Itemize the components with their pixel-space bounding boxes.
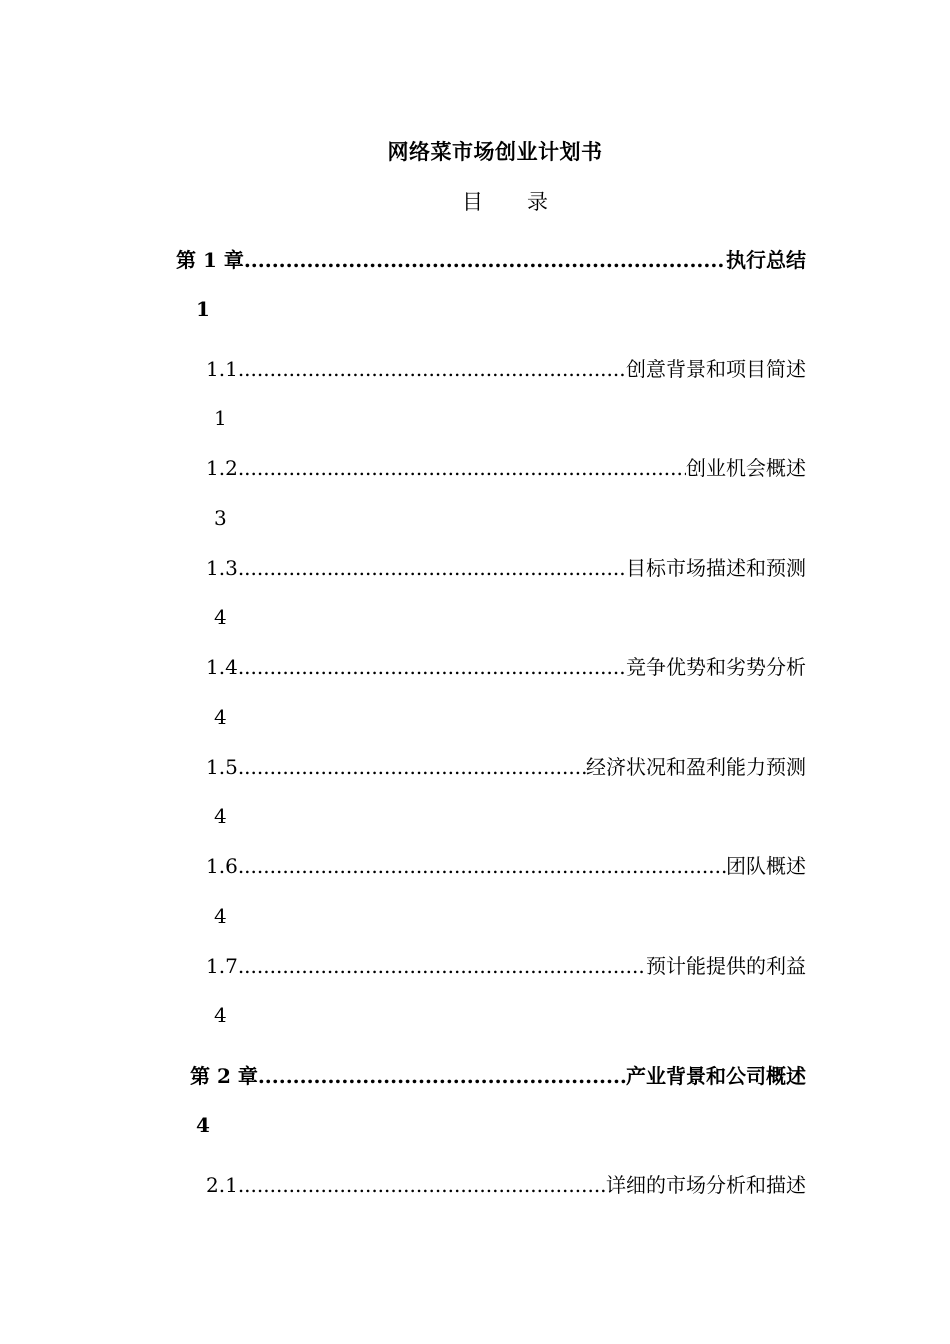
toc-entry-label: 目标市场描述和预测 [626, 556, 806, 580]
toc-entry-page: 4 [214, 804, 227, 828]
toc-entry-number: 2.1 [206, 1173, 238, 1197]
toc-entry-label: 执行总结 [726, 248, 806, 272]
toc-entry-label: 创业机会概述 [686, 456, 806, 480]
toc-entry-label: 详细的市场分析和描述 [606, 1173, 806, 1197]
toc-entry-number: 1.7 [206, 954, 238, 978]
toc-leader-dots [238, 852, 726, 880]
toc-entry-chapter-2[interactable] [190, 1062, 806, 1090]
toc-entry-1-4[interactable] [206, 653, 806, 681]
toc-entry-page: 4 [196, 1113, 210, 1137]
toc-entry-label: 竞争优势和劣势分析 [626, 655, 806, 679]
toc-leader-dots [238, 753, 586, 781]
toc-leader-dots [238, 554, 626, 582]
toc-leader-dots [238, 952, 646, 980]
document-title: 网络菜市场创业计划书 [387, 139, 603, 164]
toc-leader-dots [244, 246, 726, 274]
toc-entry-label: 创意背景和项目简述 [626, 357, 806, 381]
toc-leader-dots [238, 1171, 606, 1199]
toc-entry-number: 第 1 章 [176, 248, 244, 272]
toc-entry-number: 1.4 [206, 655, 238, 679]
toc-heading [0, 186, 950, 216]
toc-entry-page: 1 [196, 297, 210, 321]
toc-leader-dots [238, 355, 626, 383]
toc-entry-number: 第 2 章 [190, 1064, 258, 1088]
toc-leader-dots [238, 454, 686, 482]
toc-entry-page: 3 [214, 506, 227, 530]
toc-entry-number: 1.1 [206, 357, 238, 381]
toc-entry-1-5[interactable] [206, 753, 806, 781]
toc-entry-label: 团队概述 [726, 854, 806, 878]
toc-entry-1-6[interactable] [206, 852, 806, 880]
toc-entry-1-2[interactable] [206, 454, 806, 482]
toc-entry-label: 经济状况和盈利能力预测 [586, 755, 806, 779]
toc-entry-1-7[interactable] [206, 952, 806, 980]
toc-heading-left: 目 [462, 190, 483, 214]
toc-entry-1-3[interactable] [206, 554, 806, 582]
toc-entry-2-1[interactable] [206, 1171, 806, 1199]
toc-entry-page: 4 [214, 605, 227, 629]
toc-entry-page: 4 [214, 904, 227, 928]
toc-entry-label: 产业背景和公司概述 [626, 1064, 806, 1088]
toc-entry-chapter-1[interactable] [176, 246, 806, 274]
toc-entry-number: 1.6 [206, 854, 238, 878]
toc-leader-dots [238, 653, 626, 681]
toc-leader-dots [258, 1062, 626, 1090]
toc-heading-right: 录 [527, 190, 548, 214]
toc-entry-1-1[interactable] [206, 355, 806, 383]
toc-entry-page: 4 [214, 705, 227, 729]
toc-entry-label: 预计能提供的利益 [646, 954, 806, 978]
toc-entry-number: 1.2 [206, 456, 238, 480]
toc-entry-page: 1 [214, 406, 227, 430]
toc-entry-page: 4 [214, 1003, 227, 1027]
toc-entry-number: 1.3 [206, 556, 238, 580]
toc-entry-number: 1.5 [206, 755, 238, 779]
